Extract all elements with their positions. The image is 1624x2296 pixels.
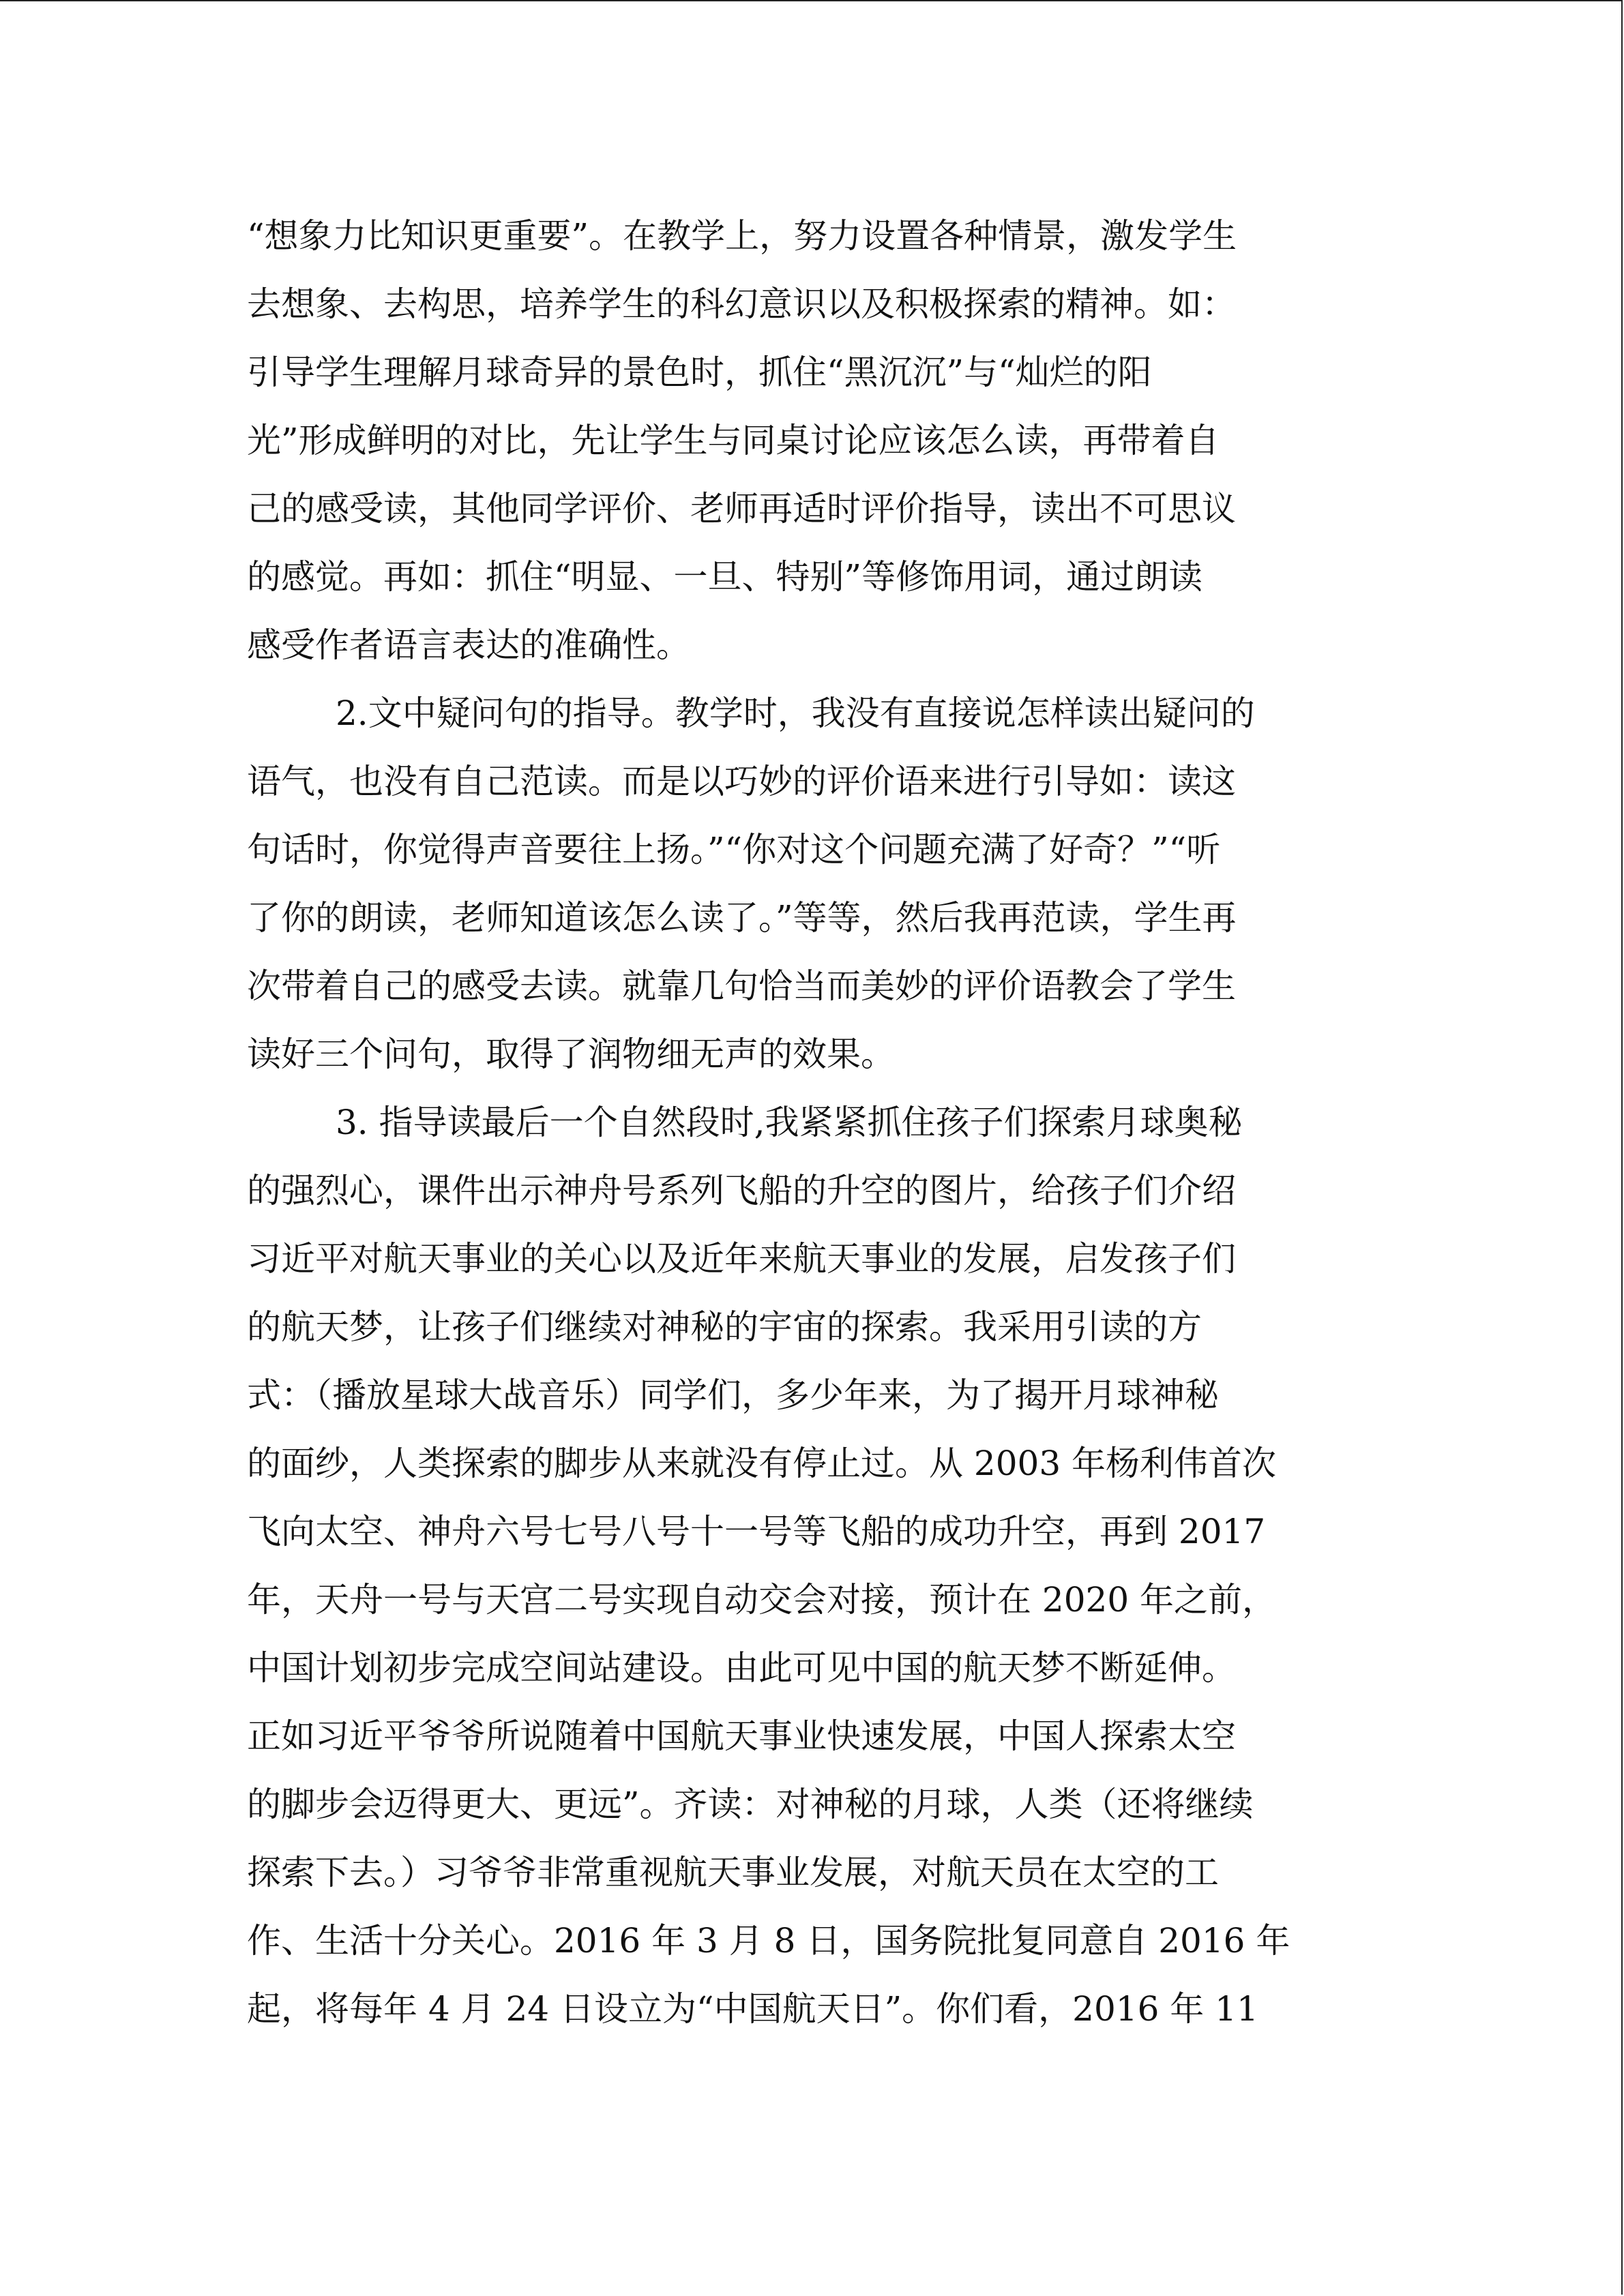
- text-line: 习近平对航天事业的关心以及近年来航天事业的发展，启发孩子们: [247, 1239, 1236, 1279]
- text-line: 飞向太空、神舟六号七号八号十一号等飞船的成功升空，再到 2017: [247, 1512, 1266, 1551]
- text-line: 去想象、去构思，培养学生的科幻意识以及积极探索的精神。如：: [247, 284, 1236, 324]
- text-line: 正如习近平爷爷所说随着中国航天事业快速发展，中国人探索太空: [247, 1716, 1236, 1756]
- text-line: 己的感受读，其他同学评价、老师再适时评价指导，读出不可思议: [247, 489, 1236, 528]
- document-body: [247, 202, 1379, 2043]
- text-line: 语气，也没有自己范读。而是以巧妙的评价语来进行引导如：读这: [247, 762, 1236, 801]
- text-line: 3. 指导读最后一个自然段时,我紧紧抓住孩子们探索月球奥秘: [336, 1103, 1243, 1142]
- text-line: 2.文中疑问句的指导。教学时，我没有直接说怎样读出疑问的: [336, 694, 1255, 733]
- text-line: 光”形成鲜明的对比，先让学生与同桌讨论应该怎么读，再带着自: [247, 421, 1220, 460]
- text-line: 句话时，你觉得声音要往上扬。”“你对这个问题充满了好奇？”“听: [247, 830, 1221, 869]
- text-line: 探索下去。）习爷爷非常重视航天事业发展，对航天员在太空的工: [247, 1853, 1219, 1892]
- text-line: 读好三个问句，取得了润物细无声的效果。: [247, 1034, 895, 1074]
- text-line: 式：（播放星球大战音乐）同学们，多少年来，为了揭开月球神秘: [247, 1375, 1219, 1415]
- text-line: 感受作者语言表达的准确性。: [247, 625, 690, 665]
- text-line: 中国计划初步完成空间站建设。由此可见中国的航天梦不断延伸。: [247, 1648, 1236, 1688]
- text-line: 年，天舟一号与天宫二号实现自动交会对接，预计在 2020 年之前，: [247, 1580, 1277, 1620]
- text-line: 引导学生理解月球奇异的景色时，抓住“黑沉沉”与“灿烂的阳: [247, 353, 1152, 392]
- text-line: 的感觉。再如：抓住“明显、一旦、特别”等修饰用词，通过朗读: [247, 557, 1203, 597]
- text-line: 了你的朗读，老师知道该怎么读了。”等等，然后我再范读，学生再: [247, 898, 1237, 938]
- text-line: 次带着自己的感受去读。就靠几句恰当而美妙的评价语教会了学生: [247, 966, 1236, 1006]
- text-line: 起，将每年 4 月 24 日设立为“中国航天日”。你们看，2016 年 11: [247, 1989, 1258, 2029]
- text-line: 的强烈心，课件出示神舟号系列飞船的升空的图片，给孩子们介绍: [247, 1171, 1236, 1210]
- text-line: 作、生活十分关心。2016 年 3 月 8 日，国务院批复同意自 2016 年: [247, 1921, 1290, 1960]
- text-line: 的脚步会迈得更大、更远”。齐读：对神秘的月球，人类（还将继续: [247, 1785, 1254, 1824]
- text-line: 的面纱，人类探索的脚步从来就没有停止过。从 2003 年杨利伟首次: [247, 1444, 1277, 1483]
- text-line: 的航天梦，让孩子们继续对神秘的宇宙的探索。我采用引读的方: [247, 1307, 1202, 1347]
- text-line: “想象力比知识更重要”。在教学上，努力设置各种情景，激发学生: [247, 216, 1237, 256]
